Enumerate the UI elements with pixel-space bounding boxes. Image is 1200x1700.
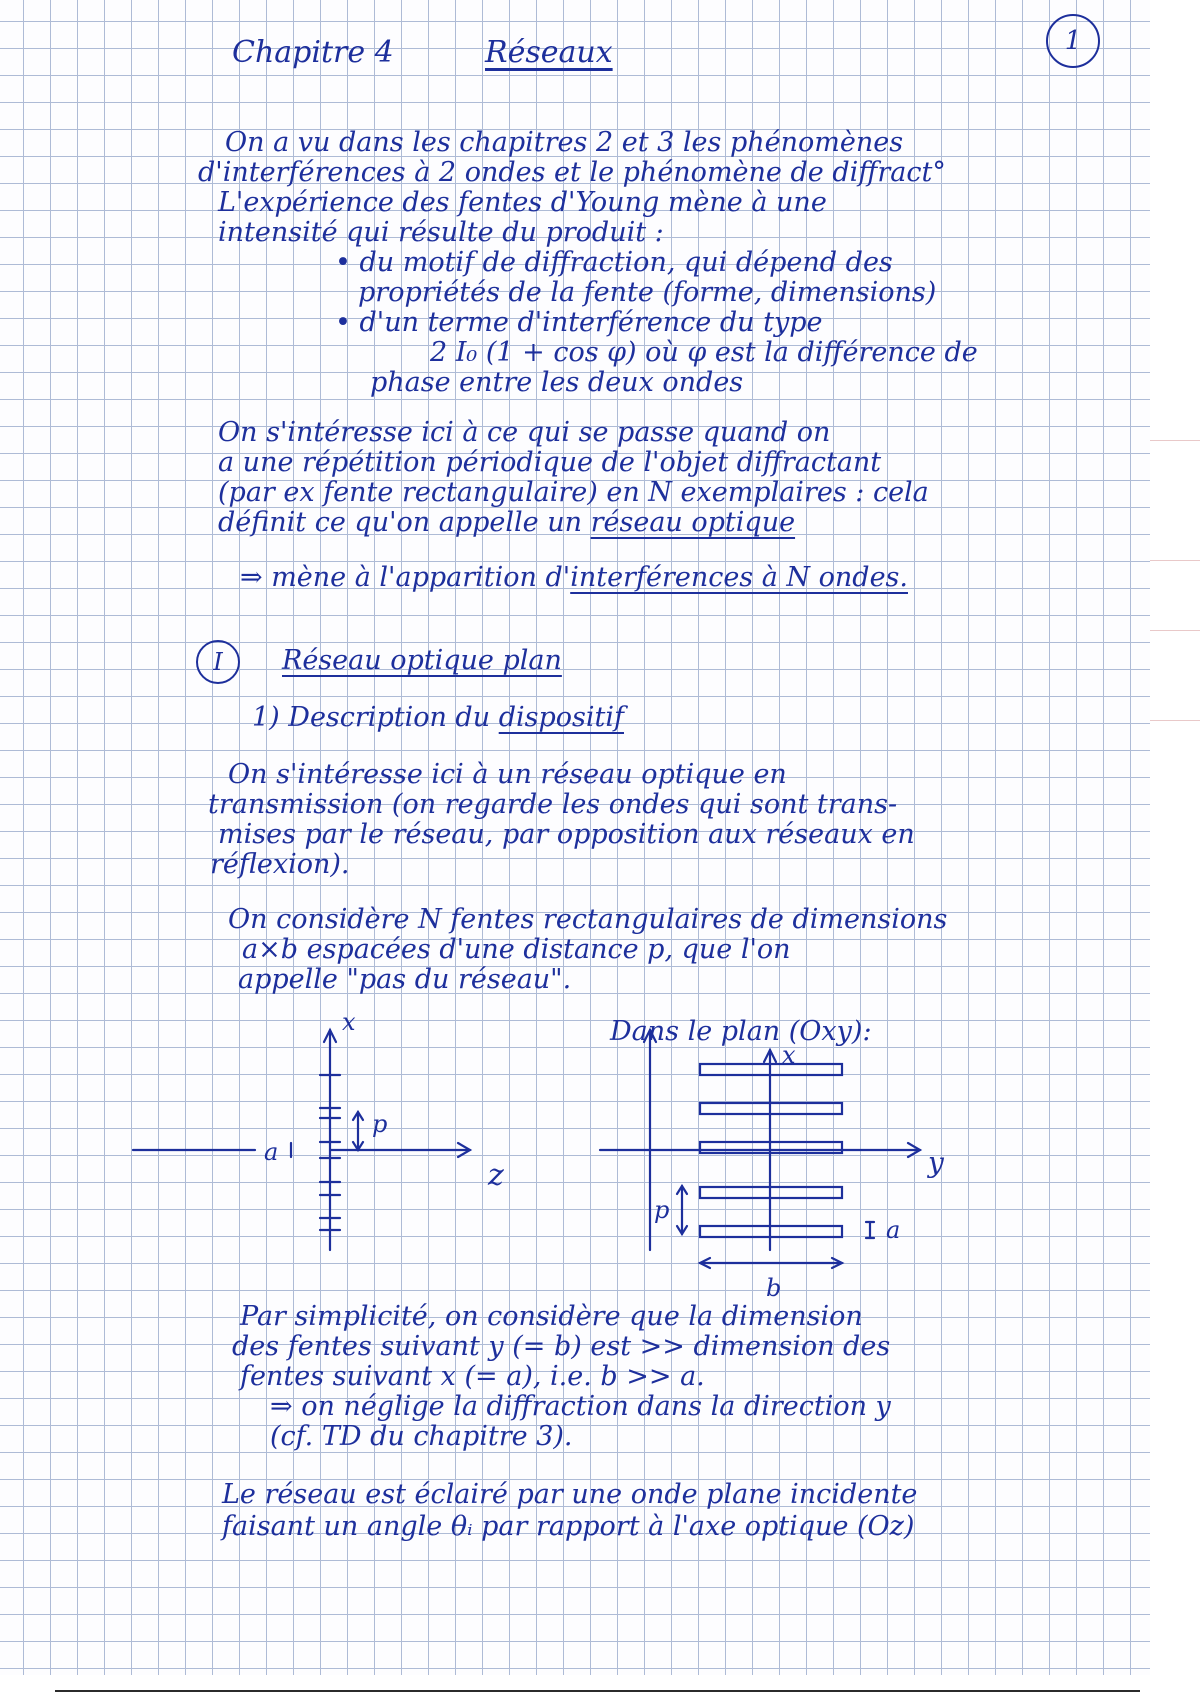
para-b-line: appelle "pas du réseau".	[238, 964, 572, 995]
right-figure	[600, 1030, 920, 1268]
left-a-label: a	[264, 1138, 279, 1166]
intro-line: intensité qui résulte du produit :	[218, 217, 664, 248]
n-wave-interference-term: interférences à N ondes.	[570, 562, 908, 593]
para-c-line: (cf. TD du chapitre 3).	[270, 1421, 573, 1452]
left-figure	[133, 1030, 470, 1250]
para-b-line: On considère N fentes rectangulaires de dimensions	[228, 904, 948, 935]
intro-line: d'interférences à 2 ondes et le phénomène de diffract°	[198, 157, 946, 188]
intro-line: On a vu dans les chapitres 2 et 3 les phénomènes	[225, 127, 904, 158]
page-number: 1	[1064, 26, 1082, 56]
right-p-label: p	[654, 1196, 670, 1224]
left-p-label: p	[372, 1110, 388, 1138]
conclusion-text: ⇒ mène à l'apparition d'	[240, 562, 571, 593]
right-a-label: a	[886, 1216, 901, 1244]
left-x-label: x	[342, 1008, 356, 1036]
intro-bullet: • d'un terme d'interférence du type	[335, 307, 823, 338]
para-a-line: On s'intéresse ici à un réseau optique en	[228, 759, 787, 790]
chapter-label: Chapitre 4	[232, 35, 394, 70]
subsection-highlight: dispositif	[498, 702, 624, 733]
section-number: I	[213, 648, 223, 676]
para-a-line: mises par le réseau, par opposition aux réseaux en	[218, 819, 915, 850]
para-a-line: réflexion).	[210, 849, 350, 880]
intro-line: L'expérience des fentes d'Young mène à une	[218, 187, 827, 218]
para-d-line: faisant un angle θᵢ par rapport à l'axe optique (Oz)	[222, 1511, 915, 1542]
para-b-line: a×b espacées d'une distance p, que l'on	[242, 934, 791, 965]
para2-line: On s'intéresse ici à ce qui se passe quand on	[218, 417, 831, 448]
para-d-line: Le réseau est éclairé par une onde plane incidente	[222, 1479, 918, 1510]
right-b-label: b	[766, 1274, 782, 1302]
para2-line: (par ex fente rectangulaire) en N exemplaires : cela	[218, 477, 929, 508]
right-x-label: x	[782, 1041, 796, 1069]
para2-text: définit ce qu'on appelle un	[218, 507, 582, 538]
right-y-label: y	[928, 1146, 944, 1179]
intro-line: phase entre les deux ondes	[370, 367, 744, 398]
para-c-line: ⇒ on néglige la diffraction dans la direction y	[270, 1391, 891, 1422]
para-a-line: transmission (on regarde les ondes qui sont trans-	[208, 789, 898, 820]
para2-line: a une répétition périodique de l'objet diffractant	[218, 447, 882, 478]
para-c-line: Par simplicité, on considère que la dimension	[240, 1301, 863, 1332]
intro-line: propriétés de la fente (forme, dimensions)	[358, 277, 937, 308]
para-c-line: fentes suivant x (= a), i.e. b >> a.	[240, 1361, 705, 1392]
plane-caption: Dans le plan (Oxy):	[610, 1016, 872, 1047]
section-title: Réseau optique plan	[282, 645, 562, 676]
reseau-optique-term: réseau optique	[590, 507, 796, 538]
subsection-prefix: 1) Description du	[252, 702, 491, 733]
intro-bullet: • du motif de diffraction, qui dépend des	[335, 247, 893, 278]
para-c-line: des fentes suivant y (= b) est >> dimension des	[232, 1331, 891, 1362]
left-z-label: z	[488, 1158, 504, 1193]
intro-formula: 2 I₀ (1 + cos φ) où φ est la différence de	[430, 337, 978, 368]
chapter-title: Réseaux	[485, 35, 613, 70]
